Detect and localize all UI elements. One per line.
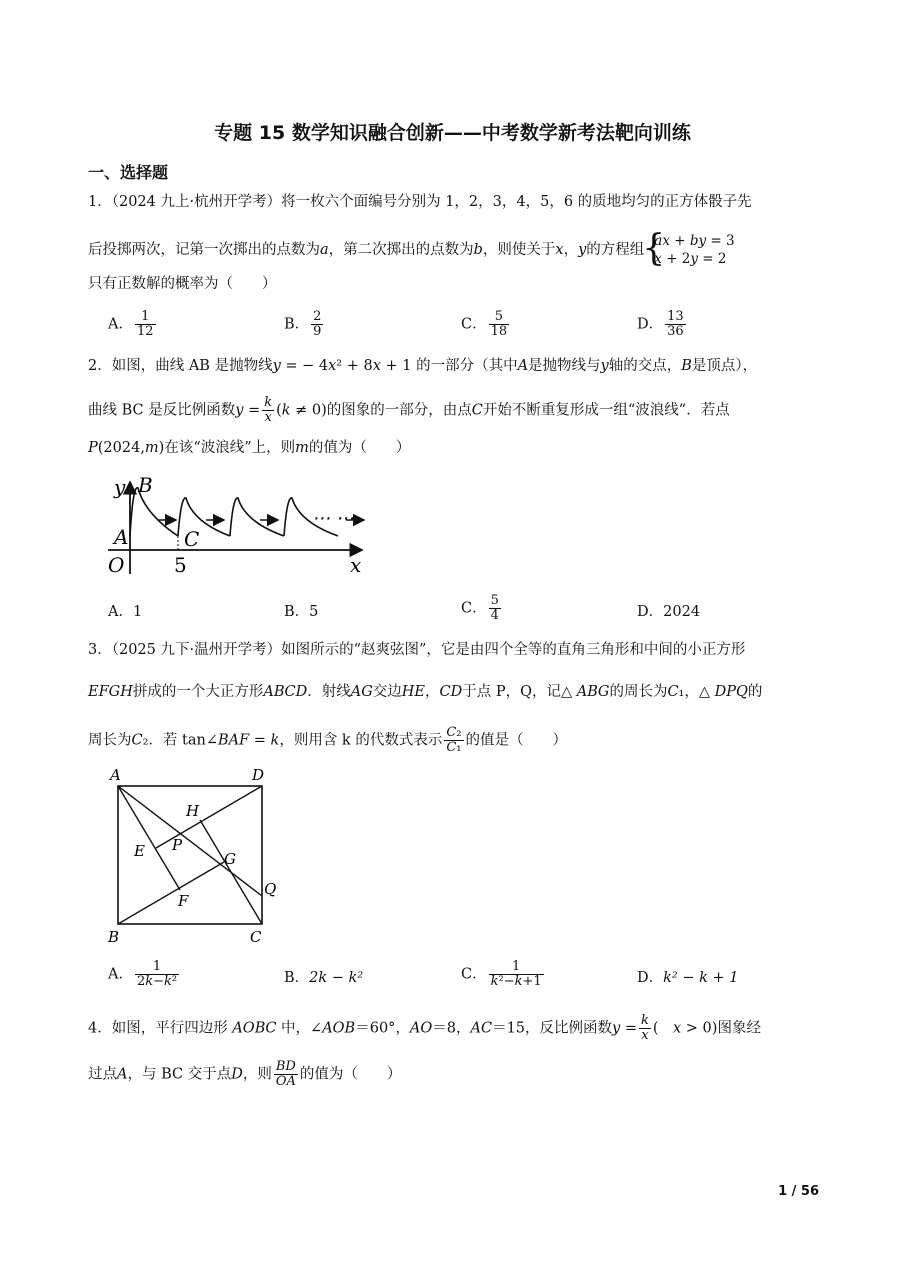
label-Q: Q [264,880,277,898]
option-text: 𝑘² − 𝑘 + 1 [663,970,739,986]
q1-line-2-text: 后投掷两次，记第一次掷出的点数为𝑎，第二次掷出的点数为𝑏，则使关于𝑥，𝑦的方程组 [88,242,645,258]
option-fraction [311,310,323,339]
fraction-denominator: 𝑘²−𝑘+1 [490,974,542,989]
q3-line-1: 3．（2025 九下·温州开学考）如图所示的“赵爽弦图”，它是由四个全等的直角三角形和中间的小正方形 [88,642,746,658]
q4-line-2a: 过点𝐴，与 BC 交于点𝐷，则 [88,1066,272,1083]
q1-line-3: 只有正数解的概率为（ ） [88,276,277,292]
q3-line-3b: 的值是（ ） [465,732,567,749]
option-text: 5 [309,604,319,620]
option-label: A． [108,604,133,620]
fraction-denominator: 9 [313,324,322,339]
option-text: 1 [132,604,143,620]
fraction-numerator: 13 [667,309,684,324]
section-heading: 一、选择题 [88,163,169,182]
q4-line-2b: 的值为（ ） [299,1066,402,1083]
q1-eq-1: { 𝑎𝑥 + 𝑏𝑦 = 3 [654,233,735,249]
option-label: D． [637,970,664,986]
page-title: 专题 15 数学知识融合创新——中考数学新考法靶向训练 [214,122,691,144]
fraction-denominator: 12 [136,324,154,339]
q2-wave-figure [100,474,380,582]
q4-line-1a: 4．如图，平行四边形 𝐴𝑂𝐵𝐶 中，∠𝐴𝑂𝐵＝60°，𝐴𝑂＝8，𝐴𝐶＝15，反比例函数𝑦 = [88,1020,637,1037]
label-P: P [172,836,183,854]
label-B: B [108,928,120,946]
q2-line-2b: (𝑘 ≠ 0)的图象的一部分，由点𝐶开始不断重复形成一组“波浪线”．若点 [276,402,730,419]
option-label: B． [284,604,310,620]
wave-3 [230,498,284,536]
option-fraction [665,310,686,339]
option-label: C． [461,966,487,983]
label-A: A [114,525,129,549]
option-fraction [135,310,156,339]
option-label: C． [461,316,487,333]
fraction-numerator: 2 [313,309,322,324]
fraction-numerator: 1 [135,310,156,325]
q3-option-a[interactable] [108,960,181,989]
q3-zhaoshuang-figure [100,764,300,950]
label-H: H [186,802,200,820]
q4-line-1 [88,1014,761,1043]
fraction-denominator: 𝑥 [264,410,272,425]
q2-fraction [262,396,274,425]
q1-line-2 [88,232,735,268]
fraction-denominator: 2𝑘−𝑘² [136,974,178,989]
label-G: G [224,850,236,868]
q3-option-b[interactable] [284,966,363,987]
option-label: A． [108,316,133,333]
page-number: 1 / 56 [778,1184,819,1199]
fraction-numerator: 5 [490,593,499,608]
option-label: B． [284,316,310,333]
label-five: 5 [174,553,187,577]
q3-line-3a: 周长为𝐶₂．若 tan∠𝐵𝐴𝐹 = 𝑘，则用含 k 的代数式表示 [88,732,443,749]
option-fraction [489,594,501,623]
dots-label: ⋯ ⋯ [312,508,354,529]
fraction-numerator: 𝑘 [640,1013,649,1028]
label-D: D [252,766,265,784]
q1-equation-system [644,232,734,268]
fraction-denominator: 18 [490,324,508,339]
label-C: C [184,527,200,551]
option-label: D． [637,316,664,333]
q2-option-a[interactable] [108,600,142,621]
q1-eq-2: 𝑥 + 2𝑦 = 2 [654,251,727,267]
option-label: D． [637,604,664,620]
q2-line-1: 2．如图，曲线 AB 是抛物线𝑦 = − 4𝑥² + 8𝑥 + 1 的一部分（其中𝐴是抛物线与𝑦轴的交点，𝐵是顶点）， [88,358,758,374]
option-label: B． [284,970,310,986]
q4-fraction-2 [274,1060,298,1089]
fraction-numerator: 1 [135,960,179,975]
q1-option-d[interactable] [637,310,688,339]
label-y: y [114,475,126,499]
q1-option-b[interactable] [284,310,325,339]
fraction-denominator: 36 [667,324,684,339]
fraction-denominator: 𝐶₁ [446,740,462,755]
option-text: 2𝑘 − 𝑘² [309,970,364,986]
q1-line-1: 1．（2024 九上·杭州开学考）将一枚六个面编号分别为 1，2，3，4，5，6 的质地均匀的正方体骰子先 [88,194,752,210]
label-A: A [110,766,121,784]
segment-AF [118,786,180,890]
fraction-denominator: 𝑥 [641,1028,649,1043]
q2-line-2 [88,396,730,425]
option-fraction [489,960,544,989]
option-text: 2024 [663,604,701,620]
q4-line-2 [88,1060,401,1089]
q3-option-c[interactable] [461,960,546,989]
fraction-numerator: 𝐵𝐷 [274,1060,298,1075]
label-O: O [108,553,125,577]
q1-option-a[interactable] [108,310,158,339]
label-F: F [178,892,189,910]
fraction-numerator: 𝐶₂ [446,725,462,740]
option-label: A． [108,966,133,983]
label-E: E [134,842,145,860]
q2-line-3: 𝑃(2024,𝑚)在该“波浪线”上，则𝑚的值为（ ） [88,440,411,456]
fraction-numerator: 1 [489,960,544,975]
q3-line-3 [88,726,567,755]
fraction-denominator: 𝑂𝐴 [275,1074,296,1089]
q2-line-2a: 曲线 BC 是反比例函数𝑦 = [88,402,261,419]
segment-BG [118,862,224,924]
q4-line-1b: ( 𝑥 > 0)图象经 [652,1020,761,1037]
q3-option-d[interactable] [637,966,739,987]
q1-option-c[interactable] [461,310,511,339]
q4-fraction [639,1014,651,1043]
q2-option-b[interactable] [284,600,318,621]
label-B: B [138,474,153,497]
option-label: C． [461,600,487,617]
q3-fraction [444,726,463,755]
q2-option-d[interactable] [637,600,700,621]
fraction-numerator: 5 [489,310,510,325]
option-fraction [135,960,179,989]
label-x: x [350,553,362,577]
option-fraction [489,310,510,339]
q3-line-2: 𝐸𝐹𝐺𝐻拼成的一个大正方形𝐴𝐵𝐶𝐷．射线𝐴𝐺交边𝐻𝐸，𝐶𝐷于点 P，Q，记△ 𝐴𝐵𝐺的周长为𝐶₁，△ 𝐷𝑃𝑄的 [88,684,763,700]
label-C: C [250,928,262,946]
q2-option-c[interactable] [461,594,503,623]
fraction-numerator: 𝑘 [264,395,273,410]
fraction-denominator: 4 [490,608,499,623]
